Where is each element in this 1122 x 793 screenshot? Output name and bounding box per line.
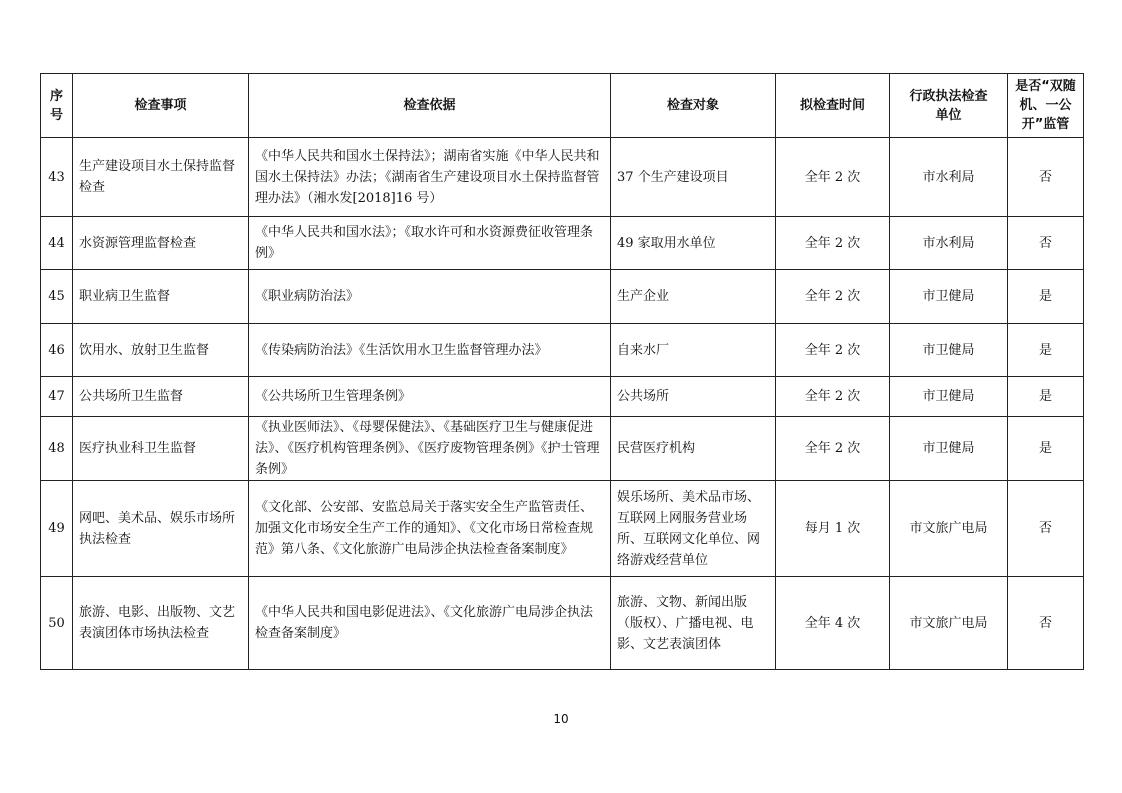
table-row — [41, 377, 1084, 417]
row-random: 是 — [1008, 417, 1084, 481]
row-basis: 《执业医师法》、《母婴保健法》、《基础医疗卫生与健康促进法》、《医疗机构管理条例》、《医疗废物管理条例》《护士管理条例》 — [249, 417, 611, 481]
row-random: 是 — [1008, 377, 1084, 417]
header-row — [41, 74, 1084, 138]
table-row — [41, 138, 1084, 217]
row-number: 44 — [41, 217, 73, 270]
row-target: 生产企业 — [611, 270, 776, 324]
row-time: 每月 1 次 — [776, 481, 890, 577]
row-target: 娱乐场所、美术品市场、互联网上网服务营业场所、互联网文化单位、网络游戏经营单位 — [611, 481, 776, 577]
row-number: 50 — [41, 577, 73, 670]
table-row — [41, 270, 1084, 324]
row-item: 饮用水、放射卫生监督 — [73, 324, 249, 377]
header-no: 序号 — [41, 74, 73, 138]
row-target: 公共场所 — [611, 377, 776, 417]
row-basis: 《中华人民共和国电影促进法》、《文化旅游广电局涉企执法检查备案制度》 — [249, 577, 611, 670]
row-number: 48 — [41, 417, 73, 481]
row-unit: 市卫健局 — [890, 270, 1008, 324]
row-target: 自来水厂 — [611, 324, 776, 377]
row-target: 37 个生产建设项目 — [611, 138, 776, 217]
row-item: 职业病卫生监督 — [73, 270, 249, 324]
table-row — [41, 217, 1084, 270]
row-item: 网吧、美术品、娱乐市场所执法检查 — [73, 481, 249, 577]
row-item: 旅游、电影、出版物、文艺表演团体市场执法检查 — [73, 577, 249, 670]
row-item: 水资源管理监督检查 — [73, 217, 249, 270]
row-basis: 《传染病防治法》《生活饮用水卫生监督管理办法》 — [249, 324, 611, 377]
inspection-table — [40, 73, 1084, 670]
row-number: 47 — [41, 377, 73, 417]
row-unit: 市卫健局 — [890, 417, 1008, 481]
row-target: 旅游、文物、新闻出版（版权）、广播电视、电影、文艺表演团体 — [611, 577, 776, 670]
row-time: 全年 2 次 — [776, 417, 890, 481]
row-random: 否 — [1008, 577, 1084, 670]
row-time: 全年 2 次 — [776, 270, 890, 324]
row-random: 是 — [1008, 324, 1084, 377]
row-item: 生产建设项目水土保持监督检查 — [73, 138, 249, 217]
table-row — [41, 417, 1084, 481]
table-body — [41, 138, 1084, 670]
header-item: 检查事项 — [73, 74, 249, 138]
row-random: 是 — [1008, 270, 1084, 324]
header-unit: 行政执法检查单位 — [890, 74, 1008, 138]
row-unit: 市文旅广电局 — [890, 481, 1008, 577]
row-item: 医疗执业科卫生监督 — [73, 417, 249, 481]
row-basis: 《文化部、公安部、安监总局关于落实安全生产监管责任、加强文化市场安全生产工作的通知》、《文化市场日常检查规范》第八条、《文化旅游广电局涉企执法检查备案制度》 — [249, 481, 611, 577]
page-number: 10 — [553, 712, 569, 726]
row-unit: 市文旅广电局 — [890, 577, 1008, 670]
row-time: 全年 4 次 — [776, 577, 890, 670]
row-time: 全年 2 次 — [776, 324, 890, 377]
row-unit: 市卫健局 — [890, 377, 1008, 417]
header-target: 检查对象 — [611, 74, 776, 138]
row-number: 43 — [41, 138, 73, 217]
row-item: 公共场所卫生监督 — [73, 377, 249, 417]
row-time: 全年 2 次 — [776, 138, 890, 217]
row-unit: 市水利局 — [890, 217, 1008, 270]
row-basis: 《职业病防治法》 — [249, 270, 611, 324]
header-basis: 检查依据 — [249, 74, 611, 138]
row-unit: 市水利局 — [890, 138, 1008, 217]
row-time: 全年 2 次 — [776, 217, 890, 270]
header-random: 是否“双随机、一公开”监管 — [1008, 74, 1084, 138]
row-basis: 《公共场所卫生管理条例》 — [249, 377, 611, 417]
row-number: 45 — [41, 270, 73, 324]
row-target: 民营医疗机构 — [611, 417, 776, 481]
row-random: 否 — [1008, 217, 1084, 270]
row-unit: 市卫健局 — [890, 324, 1008, 377]
row-random: 否 — [1008, 138, 1084, 217]
header-time: 拟检查时间 — [776, 74, 890, 138]
row-basis: 《中华人民共和国水土保持法》；湖南省实施《中华人民共和国水土保持法》办法；《湖南省生产建设项目水土保持监督管理办法》（湘水发[2018]16 号） — [249, 138, 611, 217]
table-row — [41, 481, 1084, 577]
row-random: 否 — [1008, 481, 1084, 577]
row-basis: 《中华人民共和国水法》；《取水许可和水资源费征收管理条例》 — [249, 217, 611, 270]
row-number: 49 — [41, 481, 73, 577]
table-row — [41, 577, 1084, 670]
table-row — [41, 324, 1084, 377]
row-number: 46 — [41, 324, 73, 377]
row-target: 49 家取用水单位 — [611, 217, 776, 270]
row-time: 全年 2 次 — [776, 377, 890, 417]
